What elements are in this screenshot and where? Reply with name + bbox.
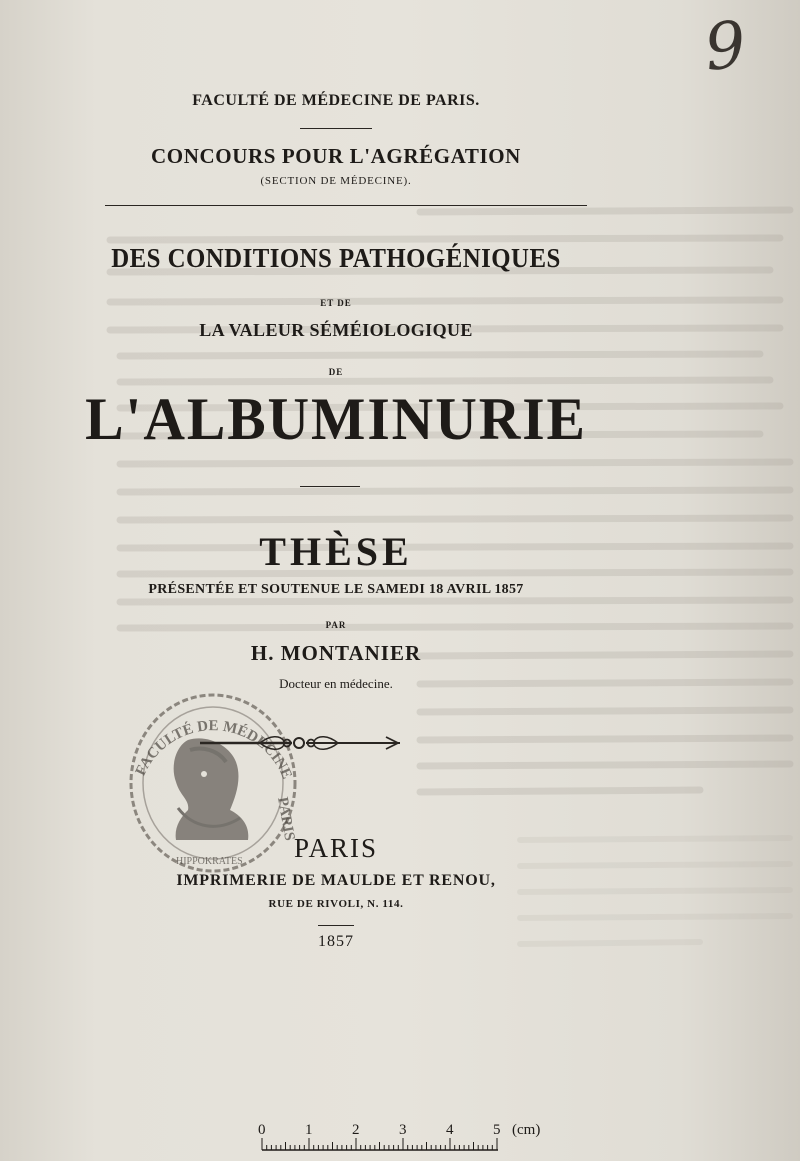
scale-label-1: 1 [305,1122,313,1138]
title-connector-et-de: ET DE [320,298,352,308]
author-name: H. MONTANIER [250,641,422,665]
divider-long [105,205,587,206]
decorative-rule-ornament [200,732,400,754]
competition-heading: CONCOURS POUR L'AGRÉGATION [151,144,521,168]
divider-short [300,128,372,129]
defense-date-line: PRÉSENTÉE ET SOUTENUE LE SAMEDI 18 AVRIL 1857 [148,582,524,597]
main-title: L'ALBUMINURIE [85,386,587,452]
scale-label-4: 4 [446,1122,454,1138]
by-connector: PAR [325,620,347,630]
publication-year: 1857 [318,933,354,950]
scale-label-3: 3 [399,1122,407,1138]
stamp-text-right: PARIS [274,795,298,842]
title-line-2: LA VALEUR SÉMÉIOLOGIQUE [199,320,473,340]
title-connector-de: DE [328,367,344,377]
scale-label-0: 0 [258,1122,266,1138]
imprint-printer: IMPRIMERIE DE MAULDE ET RENOU, [176,872,496,889]
title-line-1: DES CONDITIONS PATHOGÉNIQUES [111,243,561,273]
scale-label-5: 5 [493,1122,501,1138]
thesis-label: THÈSE [259,529,413,574]
imprint-city: PARIS [293,833,379,863]
divider-imprint [318,925,354,926]
stamp-text-top: FACULTÉ DE MÉDECINE [132,718,295,782]
scale-label-2: 2 [352,1122,360,1138]
stamp-text-bottom: HIPPOKRATES [176,856,243,867]
scale-unit: (cm) [512,1122,541,1138]
author-degree: Docteur en médecine. [279,676,393,691]
faculty-heading: FACULTÉ DE MÉDECINE DE PARIS. [192,92,480,109]
handwritten-page-number: 9 [701,8,750,86]
divider-title [300,486,360,487]
imprint-address: RUE DE RIVOLI, N. 114. [268,898,404,910]
section-subheading: (SECTION DE MÉDECINE). [260,175,412,187]
